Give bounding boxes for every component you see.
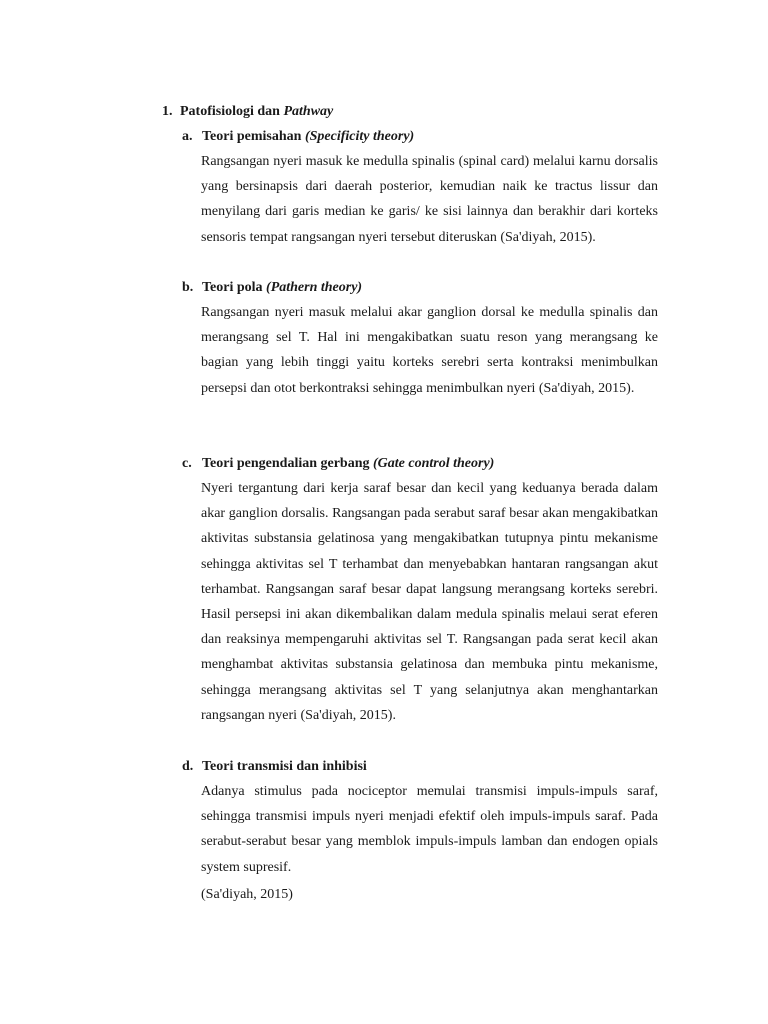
citation-d: (Sa'diyah, 2015) [201, 887, 293, 902]
paragraph-a: Rangsangan nyeri masuk ke medulla spinalis (spinal card) melalui karnu dorsalis yang bersinapsis dari daerah posterior, kemudian naik ke tractus lissur dan menyilang dari garis median ke garis/ ke sisi lainnya dan berakhir dari korteks sensoris tempat rangsangan nyeri tersebut diteruskan (Sa'diyah, 2015). [201, 154, 658, 245]
paragraph-d: Adanya stimulus pada nociceptor memulai transmisi impuls-impuls saraf, sehingga transmisi impuls nyeri menjadi efektif oleh impuls-impuls saraf. Pada serabut-serabut besar yang memblok impuls-impuls lamban dan endogen opials system supresif. [201, 784, 658, 875]
subheading-letter: c. [182, 456, 192, 471]
heading-number: 1. [162, 104, 173, 119]
subheading-a [182, 126, 414, 148]
subheading-d [182, 756, 367, 778]
subheading-title: Teori pengendalian gerbang [202, 456, 374, 471]
subheading-title: Teori pola [202, 280, 267, 295]
heading-text-italic: Pathway [283, 104, 334, 119]
subheading-letter: d. [182, 759, 194, 774]
paragraph-c: Nyeri tergantung dari kerja saraf besar dan kecil yang keduanya berada dalam akar ganglion dorsalis. Rangsangan pada serabut saraf besar akan mengakibatkan aktivitas substansia gelatinosa yang mengakibatkan tutupnya pintu mekanisme sehingga aktivitas sel T terhambat dan menyebabkan hantaran rangsangan akut terhambat. Rangsangan saraf besar dapat langsung merangsang korteks serebri. Hasil persepsi ini akan dikembalikan dalam medula spinalis melaui serat eferen dan reaksinya mempengaruhi aktivitas sel T. Rangsangan pada serat kecil akan menghambat aktivitas substansia gelatinosa dan membuka pintu mekanisme, sehingga merangsang aktivitas sel T yang selanjutnya akan menghantarkan rangsangan nyeri (Sa'diyah, 2015). [201, 481, 658, 723]
subheading-c [182, 453, 494, 475]
subheading-title: Teori transmisi dan inhibisi [202, 759, 367, 774]
paragraph-b: Rangsangan nyeri masuk melalui akar ganglion dorsal ke medulla spinalis dan merangsang sel T. Hal ini mengakibatkan suatu reson yang merangsang ke bagian yang lebih tinggi yaitu korteks serebri serta kontraksi menimbulkan persepsi dan otot berkontraksi sehingga menimbulkan nyeri (Sa'diyah, 2015). [201, 305, 658, 396]
subheading-letter: a. [182, 129, 193, 144]
section-heading [162, 101, 333, 123]
subheading-title-italic: (Specificity theory) [304, 129, 415, 144]
subheading-b [182, 277, 362, 299]
subheading-title-italic: (Pathern theory) [266, 280, 363, 295]
subheading-title: Teori pemisahan [202, 129, 305, 144]
subheading-title-italic: (Gate control theory) [373, 456, 495, 471]
heading-text: Patofisiologi dan [180, 104, 284, 119]
subheading-letter: b. [182, 280, 194, 295]
